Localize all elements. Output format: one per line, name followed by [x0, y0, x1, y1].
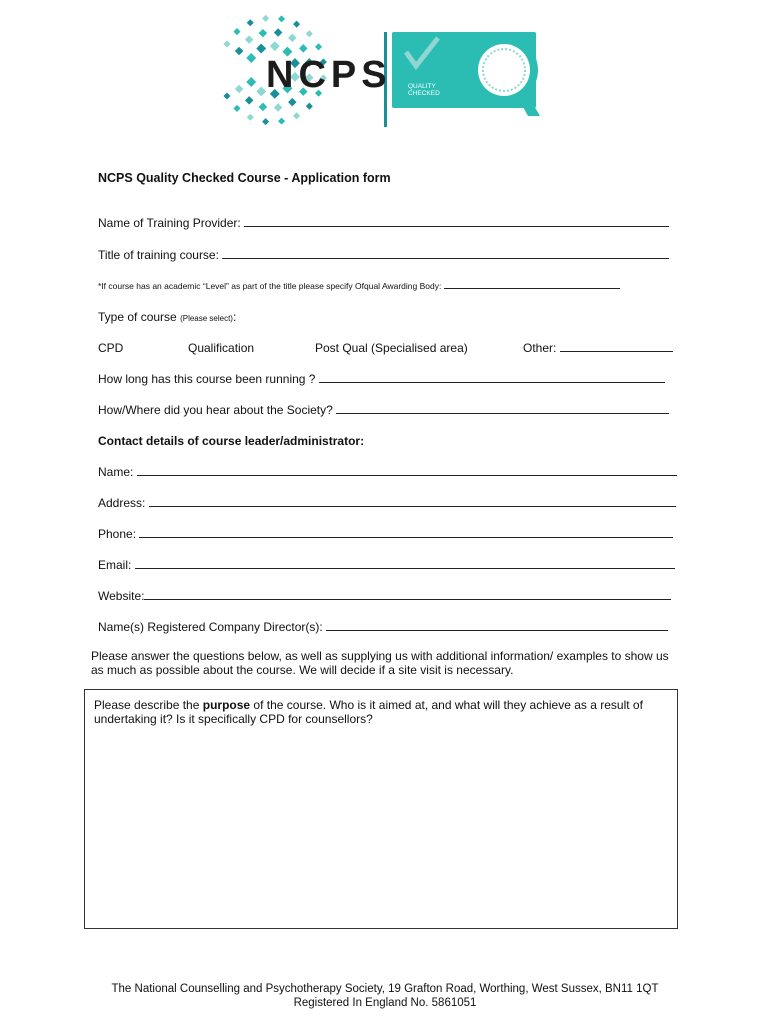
email-row [98, 558, 675, 572]
training-provider-row [98, 216, 669, 230]
email-field[interactable] [135, 558, 675, 569]
level-note-row [98, 281, 620, 291]
email-label: Email: [98, 558, 132, 572]
directors-row [98, 620, 668, 634]
emblem-petal [247, 19, 254, 26]
course-title-label: Title of training course: [98, 248, 219, 262]
website-field[interactable] [144, 589, 671, 600]
intro-text: Please answer the questions below, as well as supplying us with additional information/ examples to show us as much as possible about the course. We will decide if a site visit is necessary. [91, 649, 669, 677]
address-row [98, 496, 676, 510]
emblem-petal [270, 41, 280, 51]
emblem-petal [247, 114, 254, 121]
emblem-petal [278, 118, 285, 125]
name-label: Name: [98, 465, 134, 479]
emblem-petal [274, 103, 282, 111]
hear-label: How/Where did you hear about the Society? [98, 403, 333, 417]
emblem-petal [233, 28, 240, 35]
emblem-petal [299, 44, 307, 52]
address-label: Address: [98, 496, 146, 510]
phone-row [98, 527, 673, 541]
course-type-label: Type of course [98, 310, 177, 324]
emblem-petal [246, 53, 256, 63]
course-title-row [98, 248, 669, 262]
emblem-petal [245, 96, 253, 104]
option-other-row [523, 341, 673, 355]
website-row [98, 589, 671, 603]
footer-address: The National Counselling and Psychotherapy Society, 19 Grafton Road, Worthing, West Sussex, BN11 1QT [111, 983, 659, 995]
emblem-petal [235, 85, 243, 93]
emblem-petal [223, 92, 230, 99]
emblem-petal [259, 29, 267, 37]
ncps-logo [216, 12, 540, 132]
option-cpd[interactable]: CPD [98, 341, 124, 355]
running-field[interactable] [319, 372, 665, 383]
other-label: Other: [523, 341, 557, 355]
emblem-petal [288, 98, 296, 106]
option-post-qual[interactable]: Post Qual (Specialised area) [315, 341, 468, 355]
emblem-petal [278, 15, 285, 22]
address-field[interactable] [149, 496, 676, 507]
emblem-petal [306, 103, 313, 110]
running-row [98, 372, 665, 386]
footer-registration: Registered In England No. 5861051 [293, 997, 477, 1009]
website-label: Website: [98, 589, 145, 603]
logo-wordmark: NCPS [266, 54, 392, 96]
purpose-question: Please describe the purpose of the course. Who is it aimed at, and what will they achieve as a result of undertaking it? Is it specifically CPD for counsellors? [94, 698, 643, 726]
emblem-petal [256, 44, 266, 54]
hear-row [98, 403, 669, 417]
training-provider-field[interactable] [244, 216, 669, 227]
course-type-note: (Please select) [180, 314, 233, 323]
emblem-petal [306, 30, 313, 37]
emblem-petal [288, 34, 296, 42]
phone-field[interactable] [139, 527, 673, 538]
level-note: *If course has an academic “Level” as part of the title please specify Ofqual Awarding Body: [98, 281, 442, 291]
emblem-petal [233, 105, 240, 112]
running-label: How long has this course been running ? [98, 372, 316, 386]
directors-field[interactable] [326, 620, 668, 631]
emblem-petal [223, 40, 230, 47]
hear-field[interactable] [336, 403, 669, 414]
training-provider-label: Name of Training Provider: [98, 216, 241, 230]
phone-label: Phone: [98, 527, 137, 541]
emblem-petal [315, 43, 322, 50]
emblem-petal [293, 112, 300, 119]
emblem-petal [262, 118, 269, 125]
purpose-bold: purpose [202, 698, 251, 712]
emblem-petal [246, 77, 256, 87]
purpose-answer-box[interactable] [84, 689, 678, 929]
awarding-body-field[interactable] [444, 281, 620, 289]
name-field[interactable] [137, 465, 677, 476]
emblem-petal [245, 35, 253, 43]
course-title-field[interactable] [222, 248, 669, 259]
emblem-petal [259, 103, 267, 111]
badge-text: QUALITY CHECKED [408, 83, 440, 97]
course-type-row: Type of course (Please select): [98, 310, 237, 324]
contact-heading: Contact details of course leader/administrator: [98, 434, 365, 448]
name-row [98, 465, 677, 479]
option-qualification[interactable]: Qualification [188, 341, 255, 355]
emblem-petal [293, 21, 300, 28]
directors-label: Name(s) Registered Company Director(s): [98, 620, 323, 634]
emblem-petal [235, 47, 243, 55]
other-field[interactable] [560, 341, 673, 352]
emblem-petal [274, 28, 282, 36]
emblem-petal [256, 86, 266, 96]
emblem-petal [262, 15, 269, 22]
form-title: NCPS Quality Checked Course - Application form [98, 171, 391, 185]
